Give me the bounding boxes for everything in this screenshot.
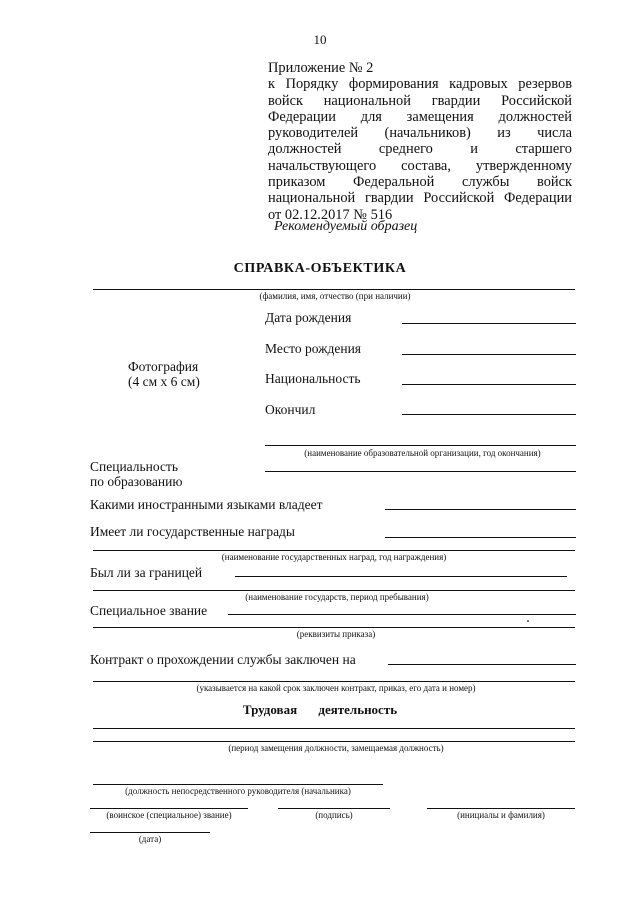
appendix-line: руководителей (начальников) из числа [268,125,572,142]
abroad-line[interactable] [93,590,575,591]
birth-date-field[interactable] [402,323,576,324]
order-line[interactable] [93,627,575,628]
graduated-field[interactable] [402,414,576,415]
appendix-line: к Порядку формирования кадровых резервов [268,76,572,93]
work-period-caption: (период замещения должности, замещаемая должность) [228,743,444,753]
contract-field[interactable] [388,664,576,665]
fio-caption: (фамилия, имя, отчество (при наличии) [259,291,411,301]
appendix-line: Федерации для замещения должностей [268,108,572,125]
specialty-label: Специальность [90,459,179,474]
scan-speck [527,620,529,622]
document-title: СПРАВКА-ОБЪЕКТИКА [233,261,407,276]
special-rank-field[interactable] [228,614,576,615]
abroad-field[interactable] [235,576,567,577]
page-number: 10 [313,32,327,47]
work-line-1[interactable] [93,728,575,729]
appendix-line: должностей среднего и старшего [268,141,572,158]
appendix-line: Приложение № 2 [268,60,374,76]
contract-caption: (указывается на какой срок заключен контракт, приказ, его дата и номер) [196,683,476,693]
fio-line[interactable] [93,289,575,290]
abroad-label: Был ли за границей [90,565,203,580]
date-caption: (дата) [138,834,162,844]
appendix-line: войск национальной гвардии Российской [268,92,572,109]
rank-caption: (воинское (специальное) звание) [106,810,232,820]
birth-date-label: Дата рождения [265,310,352,325]
photo-label: Фотография [128,359,199,374]
appendix-header [268,60,572,223]
appendix-line: национальной гвардии Российской Федерации [268,190,572,207]
languages-field[interactable] [385,509,576,510]
appendix-line: начальствующего состава, утвержденному [268,157,572,174]
work-line-2[interactable] [93,741,575,742]
initials-caption: (инициалы и фамилия) [457,810,545,820]
rank-line[interactable] [90,808,248,809]
signature-caption: (подпись) [315,810,353,820]
contract-line[interactable] [93,681,575,682]
graduated-label: Окончил [265,402,316,417]
nationality-label: Национальность [265,371,361,386]
birth-place-label: Место рождения [265,341,362,356]
nationality-field[interactable] [402,384,576,385]
awards-field[interactable] [385,537,576,538]
signature-line[interactable] [278,808,390,809]
education-line[interactable] [265,445,576,446]
appendix-line: от 02.12.2017 № 516 [268,206,393,223]
contract-label: Контракт о прохождении службы заключен на [90,652,356,667]
specialty-field[interactable] [265,471,576,472]
specialty-label-line2: по образованию [90,474,183,489]
order-caption: (реквизиты приказа) [296,629,376,639]
special-rank-label: Специальное звание [90,603,208,618]
birth-place-field[interactable] [402,354,576,355]
abroad-caption: (наименование государств, период пребывания) [245,592,429,602]
languages-label: Какими иностранными языками владеет [90,497,323,512]
manager-position-line[interactable] [93,784,383,785]
manager-position-caption: (должность непосредственного руководителя (начальника) [125,786,351,796]
awards-caption: (наименование государственных наград, год награждения) [221,552,447,562]
education-caption: (наименование образовательной организации, год окончания) [304,448,541,458]
section-heading: Трудовая деятельность [242,702,398,717]
sample-note: Рекомендуемый образец [274,219,418,234]
awards-label: Имеет ли государственные награды [90,524,295,539]
date-line[interactable] [90,832,210,833]
initials-line[interactable] [427,808,575,809]
photo-size-label: (4 см х 6 см) [128,374,200,389]
awards-line[interactable] [93,550,575,551]
appendix-line: приказом Федеральной службы войск [268,174,572,191]
